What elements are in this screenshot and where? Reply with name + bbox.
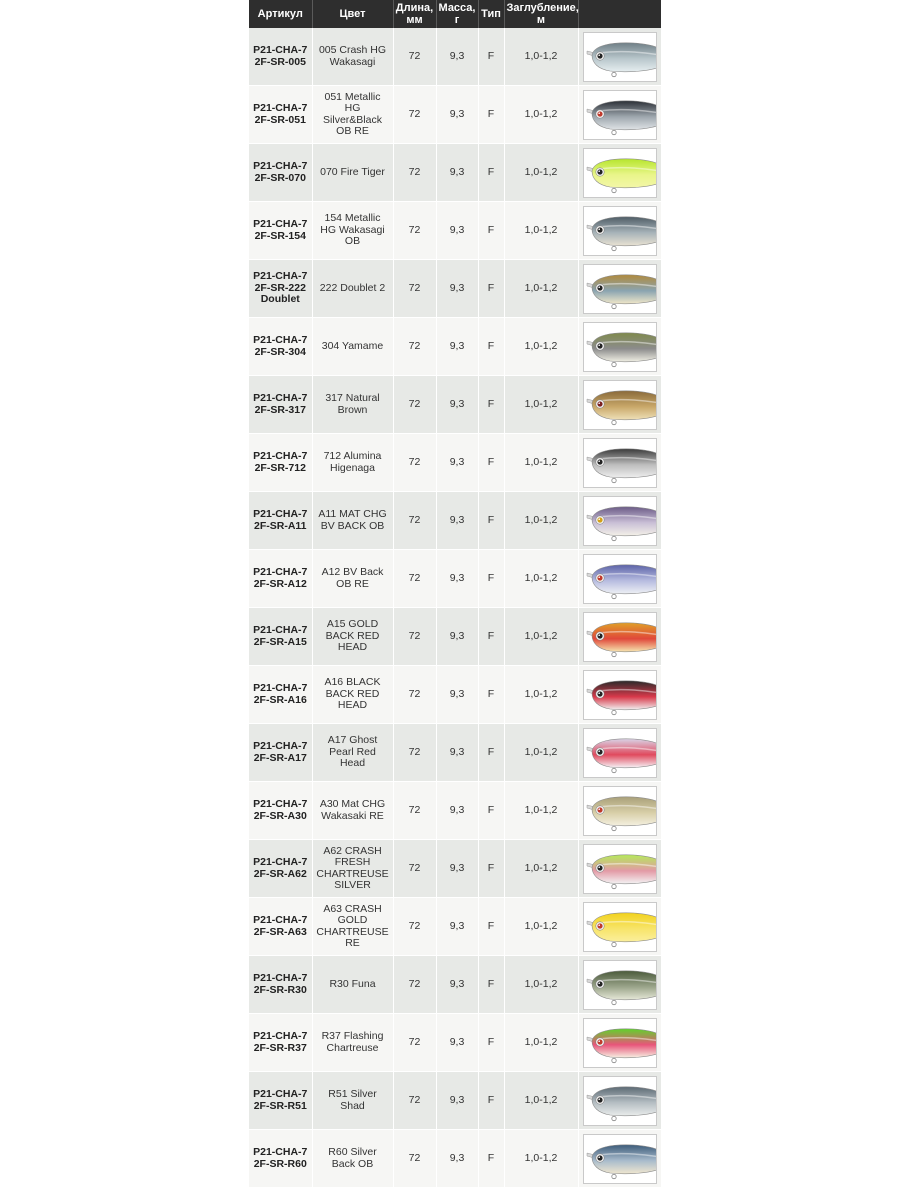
- table-row: [249, 956, 661, 1014]
- lure-image-cell: [578, 840, 661, 898]
- weight-cell: 9,3: [436, 608, 478, 666]
- sku-cell: P21-CHA-72F-SR-222Doublet: [249, 260, 312, 318]
- depth-cell: 1,0-1,2: [504, 782, 578, 840]
- color-cell: R51 Silver Shad: [312, 1072, 393, 1130]
- table-row: [249, 202, 661, 260]
- lure-image: [583, 554, 657, 604]
- weight-cell: 9,3: [436, 724, 478, 782]
- lure-illustration-icon: [584, 381, 656, 429]
- length-cell: 72: [393, 956, 436, 1014]
- depth-cell: 1,0-1,2: [504, 492, 578, 550]
- sku-cell: P21-CHA-72F-SR-070: [249, 144, 312, 202]
- lure-image: [583, 90, 657, 140]
- weight-cell: 9,3: [436, 782, 478, 840]
- depth-cell: 1,0-1,2: [504, 86, 578, 144]
- type-cell: F: [478, 608, 504, 666]
- lure-image-cell: [578, 376, 661, 434]
- lure-image: [583, 786, 657, 836]
- lure-image-cell: [578, 1130, 661, 1188]
- length-cell: 72: [393, 492, 436, 550]
- length-cell: 72: [393, 318, 436, 376]
- color-cell: A30 Mat CHG Wakasaki RE: [312, 782, 393, 840]
- depth-cell: 1,0-1,2: [504, 840, 578, 898]
- lure-image: [583, 844, 657, 894]
- type-cell: F: [478, 202, 504, 260]
- color-cell: A12 BV Back OB RE: [312, 550, 393, 608]
- lure-image-cell: [578, 260, 661, 318]
- length-cell: 72: [393, 144, 436, 202]
- length-cell: 72: [393, 666, 436, 724]
- type-cell: F: [478, 840, 504, 898]
- sku-cell: P21-CHA-72F-SR-154: [249, 202, 312, 260]
- lure-image: [583, 1018, 657, 1068]
- type-cell: F: [478, 1072, 504, 1130]
- color-cell: A62 CRASH FRESH CHARTREUSE SILVER: [312, 840, 393, 898]
- length-cell: 72: [393, 782, 436, 840]
- length-cell: 72: [393, 724, 436, 782]
- depth-cell: 1,0-1,2: [504, 376, 578, 434]
- table-row: [249, 782, 661, 840]
- type-cell: F: [478, 898, 504, 956]
- header-weight: Масса, г: [436, 0, 478, 28]
- lure-image: [583, 32, 657, 82]
- table-row: [249, 724, 661, 782]
- lure-image-cell: [578, 86, 661, 144]
- lure-image-cell: [578, 608, 661, 666]
- lure-image: [583, 728, 657, 778]
- table-row: [249, 608, 661, 666]
- lure-image-cell: [578, 898, 661, 956]
- weight-cell: 9,3: [436, 666, 478, 724]
- sku-cell: P21-CHA-72F-SR-317: [249, 376, 312, 434]
- type-cell: F: [478, 666, 504, 724]
- header-length: Длина, мм: [393, 0, 436, 28]
- color-cell: 005 Crash HG Wakasagi: [312, 28, 393, 86]
- type-cell: F: [478, 434, 504, 492]
- weight-cell: 9,3: [436, 28, 478, 86]
- length-cell: 72: [393, 1072, 436, 1130]
- lure-image: [583, 960, 657, 1010]
- weight-cell: 9,3: [436, 144, 478, 202]
- lure-image: [583, 496, 657, 546]
- sku-cell: P21-CHA-72F-SR-A62: [249, 840, 312, 898]
- length-cell: 72: [393, 1014, 436, 1072]
- length-cell: 72: [393, 840, 436, 898]
- type-cell: F: [478, 956, 504, 1014]
- table-row: [249, 1130, 661, 1188]
- color-cell: 154 Metallic HG Wakasagi OB: [312, 202, 393, 260]
- depth-cell: 1,0-1,2: [504, 318, 578, 376]
- depth-cell: 1,0-1,2: [504, 434, 578, 492]
- table-row: [249, 144, 661, 202]
- type-cell: F: [478, 550, 504, 608]
- table-row: [249, 376, 661, 434]
- lure-image-cell: [578, 28, 661, 86]
- sku-cell: P21-CHA-72F-SR-712: [249, 434, 312, 492]
- header-type: Тип: [478, 0, 504, 28]
- depth-cell: 1,0-1,2: [504, 898, 578, 956]
- length-cell: 72: [393, 898, 436, 956]
- lure-illustration-icon: [584, 1077, 656, 1125]
- weight-cell: 9,3: [436, 434, 478, 492]
- color-cell: A17 Ghost Pearl Red Head: [312, 724, 393, 782]
- weight-cell: 9,3: [436, 492, 478, 550]
- table-row: [249, 28, 661, 86]
- color-cell: 317 Natural Brown: [312, 376, 393, 434]
- lure-image: [583, 206, 657, 256]
- sku-cell: P21-CHA-72F-SR-A16: [249, 666, 312, 724]
- depth-cell: 1,0-1,2: [504, 1014, 578, 1072]
- depth-cell: 1,0-1,2: [504, 550, 578, 608]
- type-cell: F: [478, 782, 504, 840]
- color-cell: 070 Fire Tiger: [312, 144, 393, 202]
- lure-image-cell: [578, 550, 661, 608]
- lure-image-cell: [578, 202, 661, 260]
- sku-cell: P21-CHA-72F-SR-A30: [249, 782, 312, 840]
- sku-cell: P21-CHA-72F-SR-005: [249, 28, 312, 86]
- type-cell: F: [478, 492, 504, 550]
- table-header: [249, 0, 661, 28]
- color-cell: A11 MAT CHG BV BACK OB: [312, 492, 393, 550]
- lure-image-cell: [578, 1072, 661, 1130]
- sku-cell: P21-CHA-72F-SR-304: [249, 318, 312, 376]
- type-cell: F: [478, 260, 504, 318]
- lure-illustration-icon: [584, 903, 656, 951]
- type-cell: F: [478, 28, 504, 86]
- type-cell: F: [478, 376, 504, 434]
- lure-image: [583, 1076, 657, 1126]
- lure-image-cell: [578, 144, 661, 202]
- product-table-wrapper: [249, 0, 661, 1188]
- type-cell: F: [478, 144, 504, 202]
- weight-cell: 9,3: [436, 1014, 478, 1072]
- length-cell: 72: [393, 608, 436, 666]
- color-cell: R30 Funa: [312, 956, 393, 1014]
- length-cell: 72: [393, 376, 436, 434]
- weight-cell: 9,3: [436, 956, 478, 1014]
- lure-illustration-icon: [584, 207, 656, 255]
- sku-cell: P21-CHA-72F-SR-R30: [249, 956, 312, 1014]
- length-cell: 72: [393, 86, 436, 144]
- table-row: [249, 550, 661, 608]
- table-row: [249, 434, 661, 492]
- sku-cell: P21-CHA-72F-SR-A63: [249, 898, 312, 956]
- table-row: [249, 318, 661, 376]
- sku-cell: P21-CHA-72F-SR-051: [249, 86, 312, 144]
- lure-illustration-icon: [584, 265, 656, 313]
- header-sku: Артикул: [249, 0, 312, 28]
- lure-image: [583, 902, 657, 952]
- color-cell: A16 BLACK BACK RED HEAD: [312, 666, 393, 724]
- depth-cell: 1,0-1,2: [504, 28, 578, 86]
- lure-image-cell: [578, 782, 661, 840]
- header-color: Цвет: [312, 0, 393, 28]
- length-cell: 72: [393, 434, 436, 492]
- lure-image-cell: [578, 434, 661, 492]
- lure-image-cell: [578, 1014, 661, 1072]
- depth-cell: 1,0-1,2: [504, 956, 578, 1014]
- lure-specs-table: [249, 0, 662, 1188]
- lure-image: [583, 612, 657, 662]
- depth-cell: 1,0-1,2: [504, 666, 578, 724]
- type-cell: F: [478, 1130, 504, 1188]
- table-row: [249, 1014, 661, 1072]
- sku-cell: P21-CHA-72F-SR-R37: [249, 1014, 312, 1072]
- length-cell: 72: [393, 550, 436, 608]
- lure-image: [583, 322, 657, 372]
- sku-cell: P21-CHA-72F-SR-A15: [249, 608, 312, 666]
- lure-image-cell: [578, 956, 661, 1014]
- color-cell: 304 Yamame: [312, 318, 393, 376]
- depth-cell: 1,0-1,2: [504, 202, 578, 260]
- weight-cell: 9,3: [436, 1130, 478, 1188]
- weight-cell: 9,3: [436, 376, 478, 434]
- sku-cell: P21-CHA-72F-SR-A12: [249, 550, 312, 608]
- weight-cell: 9,3: [436, 86, 478, 144]
- lure-image: [583, 380, 657, 430]
- lure-image-cell: [578, 318, 661, 376]
- lure-image: [583, 1134, 657, 1184]
- header-row: [249, 0, 661, 28]
- color-cell: 712 Alumina Higenaga: [312, 434, 393, 492]
- lure-illustration-icon: [584, 845, 656, 893]
- color-cell: A63 CRASH GOLD CHARTREUSE RE: [312, 898, 393, 956]
- table-row: [249, 492, 661, 550]
- color-cell: R60 Silver Back OB: [312, 1130, 393, 1188]
- color-cell: A15 GOLD BACK RED HEAD: [312, 608, 393, 666]
- weight-cell: 9,3: [436, 1072, 478, 1130]
- table-row: [249, 86, 661, 144]
- weight-cell: 9,3: [436, 550, 478, 608]
- lure-image: [583, 264, 657, 314]
- color-cell: 051 Metallic HG Silver&Black OB RE: [312, 86, 393, 144]
- length-cell: 72: [393, 260, 436, 318]
- sku-cell: P21-CHA-72F-SR-A17: [249, 724, 312, 782]
- lure-illustration-icon: [584, 1135, 656, 1183]
- sku-cell: P21-CHA-72F-SR-R51: [249, 1072, 312, 1130]
- lure-image: [583, 148, 657, 198]
- weight-cell: 9,3: [436, 898, 478, 956]
- lure-illustration-icon: [584, 91, 656, 139]
- table-row: [249, 898, 661, 956]
- depth-cell: 1,0-1,2: [504, 1130, 578, 1188]
- lure-illustration-icon: [584, 323, 656, 371]
- table-body: [249, 28, 661, 1188]
- color-cell: R37 Flashing Chartreuse: [312, 1014, 393, 1072]
- header-depth: Заглубление, м: [504, 0, 578, 28]
- type-cell: F: [478, 318, 504, 376]
- lure-illustration-icon: [584, 149, 656, 197]
- length-cell: 72: [393, 28, 436, 86]
- table-row: [249, 840, 661, 898]
- lure-illustration-icon: [584, 671, 656, 719]
- lure-image-cell: [578, 724, 661, 782]
- lure-illustration-icon: [584, 33, 656, 81]
- color-cell: 222 Doublet 2: [312, 260, 393, 318]
- lure-image-cell: [578, 492, 661, 550]
- depth-cell: 1,0-1,2: [504, 144, 578, 202]
- weight-cell: 9,3: [436, 260, 478, 318]
- lure-illustration-icon: [584, 439, 656, 487]
- type-cell: F: [478, 1014, 504, 1072]
- sku-cell: P21-CHA-72F-SR-R60: [249, 1130, 312, 1188]
- type-cell: F: [478, 86, 504, 144]
- table-row: [249, 260, 661, 318]
- lure-image-cell: [578, 666, 661, 724]
- lure-illustration-icon: [584, 961, 656, 1009]
- table-row: [249, 666, 661, 724]
- weight-cell: 9,3: [436, 840, 478, 898]
- lure-illustration-icon: [584, 613, 656, 661]
- table-row: [249, 1072, 661, 1130]
- lure-illustration-icon: [584, 555, 656, 603]
- depth-cell: 1,0-1,2: [504, 608, 578, 666]
- depth-cell: 1,0-1,2: [504, 1072, 578, 1130]
- lure-illustration-icon: [584, 497, 656, 545]
- depth-cell: 1,0-1,2: [504, 724, 578, 782]
- header-image: [578, 0, 661, 28]
- lure-image: [583, 438, 657, 488]
- lure-image: [583, 670, 657, 720]
- lure-illustration-icon: [584, 729, 656, 777]
- length-cell: 72: [393, 202, 436, 260]
- length-cell: 72: [393, 1130, 436, 1188]
- weight-cell: 9,3: [436, 318, 478, 376]
- depth-cell: 1,0-1,2: [504, 260, 578, 318]
- weight-cell: 9,3: [436, 202, 478, 260]
- sku-cell: P21-CHA-72F-SR-A11: [249, 492, 312, 550]
- lure-illustration-icon: [584, 787, 656, 835]
- lure-illustration-icon: [584, 1019, 656, 1067]
- type-cell: F: [478, 724, 504, 782]
